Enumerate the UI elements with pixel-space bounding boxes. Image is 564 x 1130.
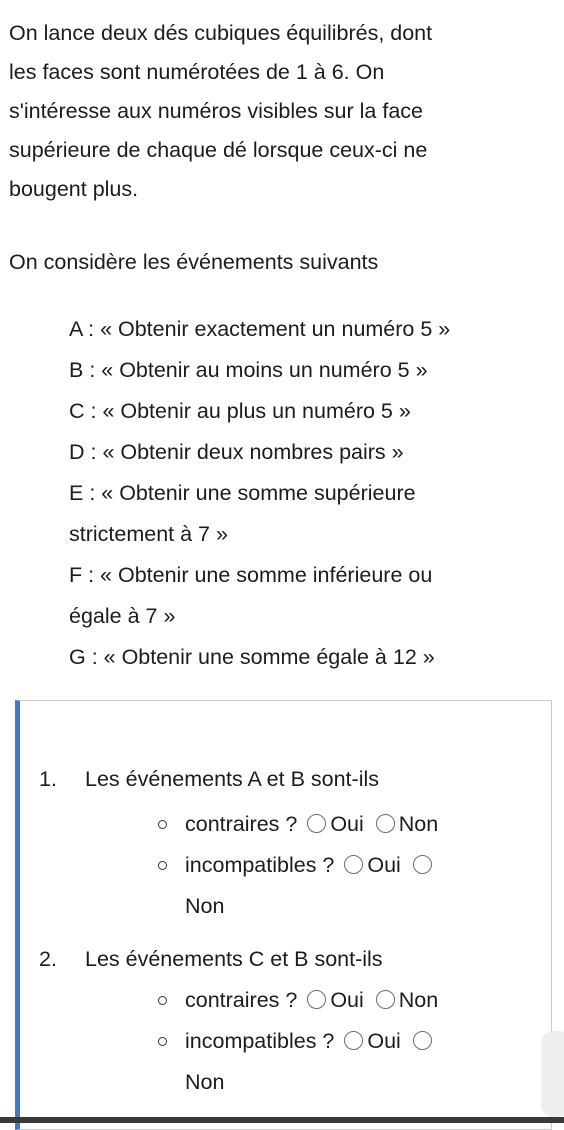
bullet-icon: [158, 996, 167, 1005]
event-d: D : « Obtenir deux nombres pairs »: [69, 440, 404, 464]
q1-contraires-oui-radio[interactable]: [307, 814, 326, 833]
q2-incompatibles-non-radio[interactable]: [413, 1031, 432, 1050]
bottom-bar: [0, 1117, 564, 1123]
question-number: 1.: [39, 767, 57, 791]
question-2: [39, 941, 383, 977]
q2-contraires-oui-radio[interactable]: [307, 990, 326, 1009]
option-label: Oui: [367, 1029, 401, 1053]
intro-line: bougent plus.: [9, 177, 139, 201]
q2-incompatibles-item: [185, 1021, 515, 1103]
event-g: G : « Obtenir une somme égale à 12 »: [69, 645, 435, 669]
events-heading: On considère les événements suivants: [9, 250, 379, 274]
item-label: contraires ?: [185, 988, 298, 1012]
option-label: Oui: [330, 988, 364, 1012]
option-label: Non: [398, 812, 439, 836]
event-e: E : « Obtenir une somme supérieure: [69, 481, 416, 505]
intro-line: les faces sont numérotées de 1 à 6. On: [9, 60, 385, 84]
q2-contraires-item: [185, 980, 515, 1021]
intro-line: supérieure de chaque dé lorsque ceux-ci ne: [9, 138, 428, 162]
bullet-icon: [158, 861, 167, 870]
event-c: C : « Obtenir au plus un numéro 5 »: [69, 399, 411, 423]
q1-contraires-item: [185, 804, 515, 845]
question-1: [39, 761, 379, 797]
side-scroll-tab[interactable]: [541, 1031, 564, 1117]
question-number: 2.: [39, 947, 57, 971]
intro-line: s'intéresse aux numéros visibles sur la face: [9, 99, 423, 123]
events-list: [69, 309, 564, 678]
event-f: F : « Obtenir une somme inférieure ou: [69, 563, 433, 587]
q1-incompatibles-oui-radio[interactable]: [344, 855, 363, 874]
event-f-continued: égale à 7 »: [69, 604, 176, 628]
option-label: Non: [185, 1070, 225, 1094]
bullet-icon: [158, 1037, 167, 1046]
q2-incompatibles-oui-radio[interactable]: [344, 1031, 363, 1050]
q1-incompatibles-non-radio[interactable]: [413, 855, 432, 874]
intro-paragraph: [9, 14, 557, 209]
item-label: contraires ?: [185, 812, 298, 836]
q1-incompatibles-item: [185, 845, 515, 927]
event-e-continued: strictement à 7 »: [69, 522, 228, 546]
item-label: incompatibles ?: [185, 1029, 335, 1053]
event-b: B : « Obtenir au moins un numéro 5 »: [69, 358, 428, 382]
quiz-panel: [15, 700, 552, 1130]
option-label: Non: [185, 894, 225, 918]
option-label: Non: [398, 988, 439, 1012]
item-label: incompatibles ?: [185, 853, 335, 877]
option-label: Oui: [330, 812, 364, 836]
question-text: Les événements A et B sont-ils: [85, 767, 379, 791]
intro-line: On lance deux dés cubiques équilibrés, dont: [9, 21, 433, 45]
q2-contraires-non-radio[interactable]: [376, 990, 395, 1009]
event-a: A : « Obtenir exactement un numéro 5 »: [69, 317, 451, 341]
bullet-icon: [158, 820, 167, 829]
q1-contraires-non-radio[interactable]: [376, 814, 395, 833]
option-label: Oui: [367, 853, 401, 877]
question-text: Les événements C et B sont-ils: [85, 947, 383, 971]
